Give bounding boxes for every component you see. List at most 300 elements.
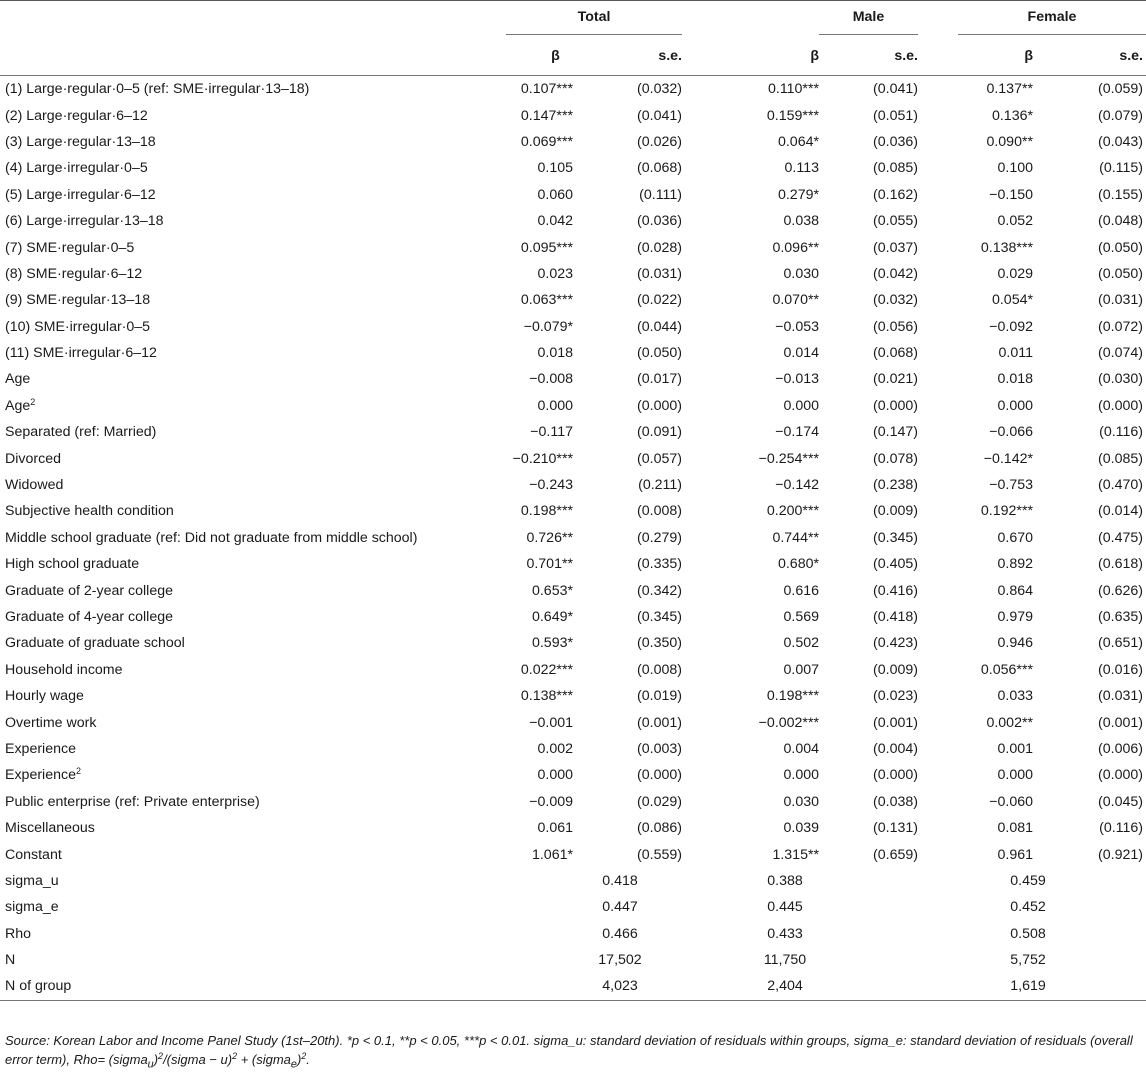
se-header-total: s.e. [583,37,682,76]
cell-se-female: (0.030) [1098,371,1143,388]
stats-row [0,973,1146,1000]
cell-beta-female: 0.192*** [980,503,1033,520]
row-label [0,498,498,524]
cell-se-female: (0.016) [1098,661,1143,678]
row-label [0,102,498,128]
cell-se-male: (0.078) [873,450,918,467]
cell-se-female: (0.031) [1098,292,1143,309]
cell-se-female: (0.475) [1098,529,1143,546]
stats-label: N of group [0,973,498,1000]
table-row [0,182,1146,208]
cell-se-female: (0.116) [1099,820,1143,837]
cell-se-total: (0.086) [637,820,682,837]
cell-beta-female: −0.150 [989,186,1033,203]
group-header-row [0,1,1146,38]
cell-se-male: (0.162) [873,186,918,203]
cell-beta-female: 0.056*** [980,661,1033,678]
row-label-superscript: 2 [30,396,36,407]
cell-beta-female: 0.018 [997,371,1033,388]
cell-se-total: (0.211) [638,477,682,494]
row-label-text: (11) SME·irregular·6–12 [5,345,157,362]
row-label-text: (1) Large·regular·0–5 (ref: SME·irregular·13–18) [5,81,310,98]
cell-beta-total: 0.649* [531,609,573,625]
cell-beta-total: −0.243 [529,477,573,494]
cell-beta-male: 0.007 [783,661,819,678]
cell-se-male: (0.000) [873,397,918,414]
row-label [0,287,498,313]
stats-female: 0.452 [1010,899,1046,916]
cell-se-female: (0.006) [1098,740,1143,757]
cell-se-female: (0.651) [1098,635,1143,652]
cell-se-male: (0.416) [873,582,918,599]
cell-se-total: (0.031) [637,265,682,282]
cell-se-female: (0.635) [1098,609,1143,625]
table-row [0,366,1146,392]
row-label [0,445,498,471]
cell-se-total: (0.091) [637,424,682,441]
cell-beta-male: 0.744** [772,529,819,546]
cell-beta-female: 0.001 [997,740,1033,757]
cell-beta-female: 0.138*** [980,239,1033,256]
cell-beta-female: 0.670 [997,529,1033,546]
table-row [0,762,1146,788]
cell-se-male: (0.038) [873,793,918,810]
cell-beta-male: 0.110*** [767,81,819,98]
cell-beta-female: 0.961 [997,846,1033,863]
cell-se-total: (0.345) [637,609,682,625]
stats-row [0,947,1146,973]
table-row [0,234,1146,260]
cell-se-male: (0.041) [873,81,918,98]
cell-beta-male: 0.680* [777,556,819,573]
cell-beta-total: 0.593* [531,635,573,652]
cell-beta-male: 0.279* [777,186,819,203]
group-header-female: Female [958,9,1146,35]
cell-beta-total: 0.000 [537,397,573,414]
cell-beta-female: 0.864 [997,582,1033,599]
table-row [0,683,1146,709]
cell-se-total: (0.022) [637,292,682,309]
table-row [0,287,1146,313]
table-row [0,393,1146,419]
cell-beta-female: −0.092 [989,318,1033,335]
table-row [0,261,1146,287]
cell-beta-total: 0.022*** [520,661,573,678]
cell-beta-total: 0.107*** [520,81,573,98]
cell-beta-total: −0.079* [523,318,573,335]
cell-se-female: (0.000) [1098,767,1143,784]
cell-se-female: (0.074) [1098,345,1143,362]
table-row [0,340,1146,366]
row-label [0,155,498,181]
row-label [0,736,498,762]
cell-se-total: (0.008) [637,503,682,520]
cell-se-female: (0.921) [1098,846,1143,863]
row-label [0,419,498,445]
table-row [0,736,1146,762]
stats-total: 0.466 [602,925,638,942]
table-row [0,604,1146,630]
row-label-text: Overtime work [5,714,97,731]
cell-se-male: (0.021) [873,371,918,388]
cell-beta-male: −0.254*** [758,450,819,467]
cell-beta-female: 0.090** [986,133,1033,150]
row-label-text: Experience [5,740,76,757]
row-label-text: (4) Large·irregular·0–5 [5,160,148,177]
cell-beta-total: 1.061* [531,846,573,863]
row-label [0,683,498,709]
row-label [0,208,498,234]
row-label [0,472,498,498]
cell-beta-male: −0.013 [775,371,819,388]
stats-label: Rho [5,925,32,942]
cell-se-female: (0.116) [1099,424,1143,441]
table-header [0,1,1146,76]
cell-beta-total: −0.008 [529,371,573,388]
cell-se-female: (0.050) [1098,265,1143,282]
cell-beta-female: 0.054* [991,292,1033,309]
cell-se-female: (0.031) [1098,688,1143,705]
table-row [0,525,1146,551]
cell-se-female: (0.618) [1098,556,1143,573]
cell-beta-total: 0.002 [537,740,573,757]
row-label-text: (5) Large·irregular·6–12 [5,186,156,203]
row-label [0,340,498,366]
table-row [0,155,1146,181]
stats-row [0,921,1146,947]
cell-beta-female: 0.002** [986,714,1033,731]
row-label-text: Miscellaneous [5,820,95,837]
row-label-text: Household income [5,661,123,678]
stats-female: 0.508 [1010,925,1046,942]
cell-se-female: (0.000) [1098,397,1143,414]
table-row [0,445,1146,471]
cell-beta-male: 0.039 [783,820,819,837]
row-label [0,841,498,867]
row-label [0,709,498,735]
cell-beta-total: 0.018 [537,345,573,362]
table-row [0,76,1146,103]
table-row [0,709,1146,735]
cell-beta-male: −0.174 [775,424,819,441]
row-label-text: Divorced [5,450,61,467]
cell-se-male: (0.055) [873,213,918,230]
cell-beta-male: 1.315** [772,846,819,863]
stats-female: 5,752 [1010,952,1046,969]
cell-se-total: (0.001) [637,714,682,731]
table-row [0,815,1146,841]
row-label [0,551,498,577]
beta-header-male: β [682,37,819,76]
row-label-text: Age [5,371,31,388]
stats-row [0,868,1146,894]
cell-se-female: (0.059) [1098,81,1143,98]
cell-beta-female: 0.137** [986,81,1033,98]
cell-beta-total: −0.117 [530,424,573,441]
cell-beta-total: 0.000 [537,767,573,784]
row-label [0,393,498,419]
row-label-text: Public enterprise (ref: Private enterprise) [5,793,260,810]
cell-se-total: (0.000) [637,767,682,784]
table-row [0,102,1146,128]
cell-beta-female: 0.033 [997,688,1033,705]
cell-beta-total: 0.701** [526,556,573,573]
cell-se-total: (0.041) [637,107,682,124]
cell-beta-male: −0.002*** [758,714,819,731]
cell-se-male: (0.405) [873,556,918,573]
cell-beta-total: 0.060 [537,186,573,203]
cell-se-total: (0.008) [637,661,682,678]
stats-female: 0.459 [1010,872,1046,889]
se-header-male: s.e. [819,37,918,76]
row-label-text: Graduate of 2-year college [5,582,173,599]
cell-beta-total: 0.023 [537,265,573,282]
cell-beta-total: 0.069*** [520,133,573,150]
row-label-text: (10) SME·irregular·0–5 [5,318,151,335]
cell-se-male: (0.147) [873,424,918,441]
row-label [0,789,498,815]
row-label [0,129,498,155]
group-header-male: Male [819,9,918,35]
cell-beta-male: 0.113 [784,160,819,177]
cell-se-male: (0.068) [873,345,918,362]
row-label-text: Middle school graduate (ref: Did not graduate from middle school) [5,529,418,546]
cell-beta-male: −0.053 [775,318,819,335]
row-label-superscript: 2 [75,766,81,777]
cell-beta-male: 0.014 [783,345,819,362]
stats-male: 0.433 [767,925,803,942]
row-label [0,182,498,208]
cell-beta-female: 0.136* [991,107,1033,124]
row-label [0,577,498,603]
stats-male: 11,750 [763,952,807,969]
beta-header-female: β [918,37,1055,76]
cell-se-female: (0.048) [1098,213,1143,230]
cell-beta-male: 0.030 [783,793,819,810]
cell-se-female: (0.043) [1098,133,1143,150]
cell-se-male: (0.423) [873,635,918,652]
cell-beta-female: 0.100 [997,160,1033,177]
cell-se-male: (0.131) [873,820,918,837]
table-row [0,314,1146,340]
cell-beta-total: 0.147*** [520,107,573,124]
cell-se-total: (0.559) [637,846,682,863]
row-label-text: Constant [5,846,62,863]
cell-beta-female: 0.081 [997,820,1033,837]
cell-se-male: (0.238) [873,477,918,494]
cell-beta-male: 0.159*** [766,107,819,124]
cell-beta-female: −0.060 [989,793,1033,810]
cell-beta-female: 0.029 [997,265,1033,282]
stats-label: N [5,952,16,969]
cell-beta-male: 0.070** [772,292,819,309]
stats-male: 0.445 [767,899,803,916]
cell-se-male: (0.009) [873,503,918,520]
table-row [0,630,1146,656]
cell-beta-total: 0.198*** [520,503,573,520]
cell-beta-total: 0.726** [526,529,573,546]
row-label [0,366,498,392]
stats-total: 4,023 [498,973,682,1000]
cell-se-male: (0.023) [873,688,918,705]
cell-beta-male: 0.502 [783,635,819,652]
cell-se-male: (0.345) [873,529,918,546]
stats-total: 0.418 [602,872,638,889]
cell-se-total: (0.029) [637,793,682,810]
cell-se-total: (0.028) [637,239,682,256]
cell-beta-female: 0.052 [997,213,1033,230]
row-label [0,604,498,630]
cell-se-female: (0.085) [1098,450,1143,467]
row-label-text: (2) Large·regular·6–12 [5,107,148,124]
cell-se-total: (0.019) [637,688,682,705]
sub-header-row [0,37,1146,76]
cell-se-total: (0.036) [637,213,682,230]
stats-total: 0.447 [602,899,638,916]
row-label-text: High school graduate [5,556,140,573]
cell-beta-total: 0.042 [537,213,573,230]
row-label [0,234,498,260]
stats-total: 17,502 [598,952,642,969]
stats-label: sigma_u [5,872,59,889]
stats-male: 2,404 [682,973,918,1000]
cell-beta-female: −0.753 [989,477,1033,494]
cell-se-female: (0.001) [1098,714,1143,731]
cell-se-total: (0.017) [637,371,682,388]
table-row [0,551,1146,577]
group-header-total: Total [506,9,682,35]
table-row [0,498,1146,524]
cell-beta-male: −0.142 [775,477,819,494]
table-row [0,577,1146,603]
cell-beta-total: −0.210*** [512,450,573,467]
table-footnote: Source: Korean Labor and Income Panel Study (1st–20th). *p < 0.1, **p < 0.05, ***p < 0.01. sigma_u: standard deviation of residuals within groups, sigma_e: standard deviation of residuals (overall error term), Rho= (sigma$_u$)$^2$/(sigma − u)$^2$ + (sigma$_e$)$^2$. [5,1033,1133,1071]
table-row [0,129,1146,155]
cell-beta-female: 0.892 [997,556,1033,573]
row-label [0,314,498,340]
row-label [0,261,498,287]
table-row [0,789,1146,815]
cell-se-male: (0.418) [873,609,918,625]
cell-beta-male: 0.000 [783,767,819,784]
row-label [0,630,498,656]
cell-se-female: (0.045) [1098,793,1143,810]
cell-beta-male: 0.096** [772,239,819,256]
cell-se-male: (0.000) [873,767,918,784]
cell-se-female: (0.155) [1098,186,1143,203]
cell-beta-total: −0.009 [529,793,573,810]
cell-beta-total: 0.063*** [520,292,573,309]
stats-male: 0.388 [767,872,803,889]
cell-beta-male: 0.004 [783,740,819,757]
stats-row [0,894,1146,920]
row-label-text: Widowed [5,477,64,494]
cell-se-total: (0.279) [637,529,682,546]
table-row [0,419,1146,445]
cell-se-total: (0.111) [639,186,682,203]
row-label-text: Age [5,397,31,414]
row-label-text: Hourly wage [5,688,84,705]
row-label [0,76,498,103]
cell-se-male: (0.056) [873,318,918,335]
table-row [0,657,1146,683]
cell-beta-female: 0.946 [997,635,1033,652]
cell-se-male: (0.037) [873,239,918,256]
cell-se-total: (0.026) [637,133,682,150]
cell-se-total: (0.000) [637,397,682,414]
cell-se-female: (0.470) [1098,477,1143,494]
cell-beta-male: 0.198*** [766,688,819,705]
cell-beta-male: 0.200*** [766,503,819,520]
cell-se-total: (0.050) [637,345,682,362]
row-label-text: Graduate of 4-year college [5,609,173,625]
cell-se-female: (0.079) [1098,107,1143,124]
row-label-text: (8) SME·regular·6–12 [5,265,143,282]
cell-se-total: (0.044) [637,318,682,335]
cell-beta-male: 0.569 [783,609,819,625]
stats-female: 1,619 [918,973,1146,1000]
cell-se-male: (0.004) [873,740,918,757]
row-label-text: Experience [5,767,76,784]
table-row [0,208,1146,234]
row-label-text: Separated (ref: Married) [5,424,157,441]
cell-se-total: (0.335) [637,556,682,573]
table-row [0,472,1146,498]
cell-se-total: (0.003) [637,740,682,757]
row-label-text: Subjective health condition [5,503,174,520]
table-row [0,841,1146,867]
cell-se-male: (0.032) [873,292,918,309]
cell-beta-female: 0.000 [997,767,1033,784]
cell-beta-female: −0.066 [989,424,1033,441]
cell-beta-female: 0.979 [997,609,1033,625]
cell-se-total: (0.068) [637,160,682,177]
cell-beta-total: −0.001 [529,714,573,731]
cell-beta-total: 0.138*** [520,688,573,705]
stats-label: sigma_e [5,899,59,916]
cell-se-male: (0.051) [873,107,918,124]
cell-se-male: (0.036) [873,133,918,150]
cell-se-female: (0.014) [1098,503,1143,520]
cell-beta-male: 0.000 [783,397,819,414]
cell-se-male: (0.085) [873,160,918,177]
cell-se-total: (0.057) [637,450,682,467]
row-label-text: Graduate of graduate school [5,635,185,652]
row-label [0,762,498,788]
cell-se-male: (0.001) [873,714,918,731]
cell-se-female: (0.050) [1098,239,1143,256]
cell-beta-female: 0.011 [998,345,1033,362]
row-label [0,815,498,841]
row-label-text: (7) SME·regular·0–5 [5,239,135,256]
row-label [0,525,498,551]
cell-se-total: (0.032) [637,81,682,98]
cell-se-male: (0.659) [873,846,918,863]
cell-beta-male: 0.038 [783,213,819,230]
beta-header-total: β [498,37,583,76]
cell-beta-total: 0.653* [531,582,573,599]
cell-se-female: (0.626) [1098,582,1143,599]
cell-se-female: (0.115) [1099,160,1143,177]
row-label-text: (9) SME·regular·13–18 [5,292,151,309]
cell-beta-female: 0.000 [997,397,1033,414]
cell-se-total: (0.342) [637,582,682,599]
cell-beta-male: 0.030 [783,265,819,282]
cell-beta-male: 0.616 [783,582,819,599]
row-label-text: (6) Large·irregular·13–18 [5,213,164,230]
table-body [0,76,1146,1001]
cell-se-male: (0.042) [873,265,918,282]
